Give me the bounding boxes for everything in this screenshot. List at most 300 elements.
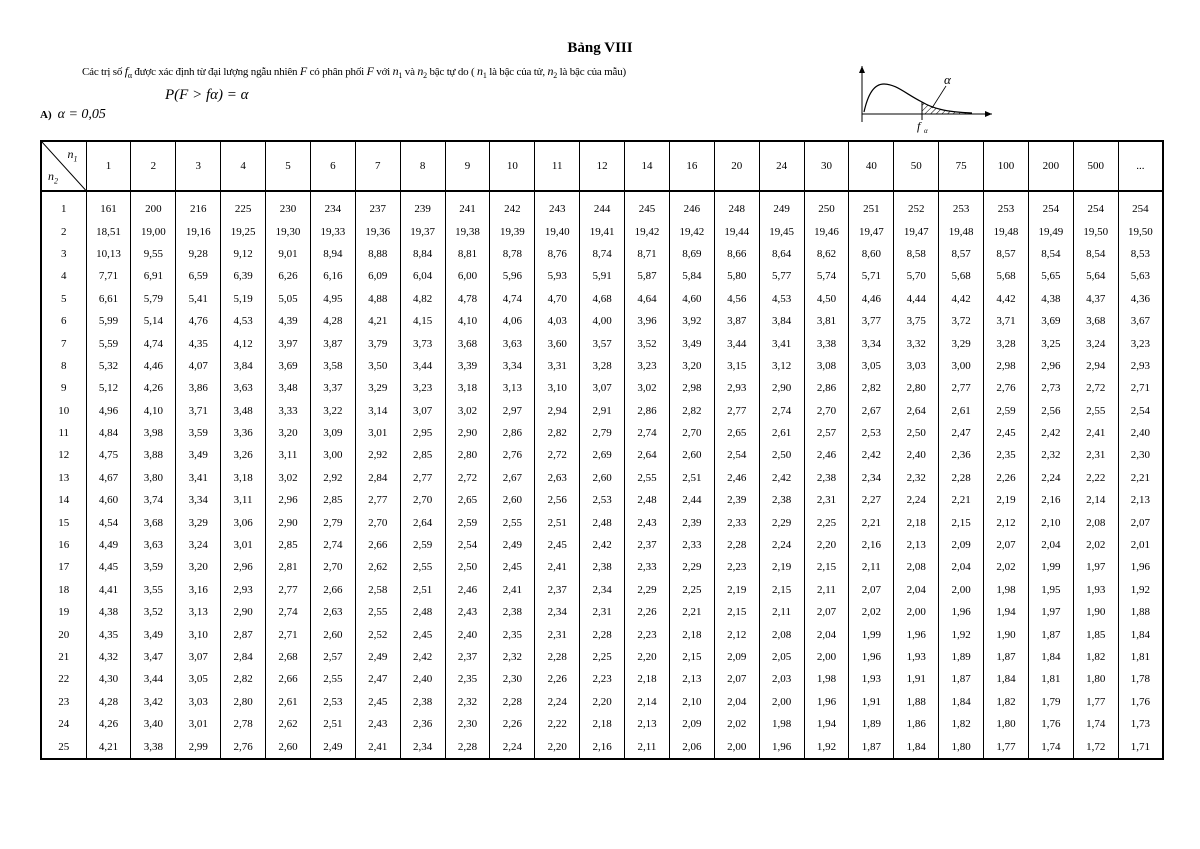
table-cell: 1,93 [894,646,939,668]
table-cell: 2,02 [984,556,1029,578]
table-cell: 3,06 [221,511,266,533]
table-cell: 3,48 [221,400,266,422]
table-cell: 3,55 [131,579,176,601]
table-cell: 3,52 [625,332,670,354]
table-cell: 3,22 [310,400,355,422]
table-cell: 1,89 [939,646,984,668]
table-cell: 3,20 [176,556,221,578]
table-cell: 8,71 [625,243,670,265]
table-cell: 216 [176,191,221,220]
table-cell: 2,95 [400,422,445,444]
table-cell: 2,72 [1073,377,1118,399]
table-cell: 2,07 [714,668,759,690]
table-cell: 3,92 [669,310,714,332]
table-cell: 1,90 [984,623,1029,645]
table-cell: 2,03 [759,668,804,690]
table-cell: 2,74 [310,534,355,556]
table-cell: 2,94 [1073,355,1118,377]
table-cell: 1,80 [1073,668,1118,690]
table-cell: 2,50 [894,422,939,444]
table-cell: 1,73 [1118,713,1163,735]
table-row [41,243,1163,265]
table-cell: 1,92 [804,735,849,758]
table-cell: 6,26 [266,265,311,287]
table-cell: 2,84 [221,646,266,668]
table-cell: 4,88 [355,288,400,310]
table-cell: 1,84 [894,735,939,758]
row-header: 11 [41,422,86,444]
table-cell: 19,42 [669,220,714,242]
column-header: 12 [580,141,625,191]
table-cell: 4,50 [804,288,849,310]
table-cell: 3,02 [445,400,490,422]
table-cell: 1,98 [984,579,1029,601]
alpha-subscript: α [127,71,132,81]
table-cell: 2,34 [535,601,580,623]
table-cell: 3,97 [266,332,311,354]
table-cell: 4,49 [86,534,131,556]
table-cell: 3,40 [131,713,176,735]
table-cell: 2,55 [1073,400,1118,422]
table-cell: 3,86 [176,377,221,399]
row-header: 9 [41,377,86,399]
table-cell: 3,34 [849,332,894,354]
table-cell: 2,43 [355,713,400,735]
table-cell: 2,41 [535,556,580,578]
table-cell: 2,56 [535,489,580,511]
table-cell: 2,51 [535,511,580,533]
table-cell: 3,84 [221,355,266,377]
table-cell: 3,23 [400,377,445,399]
alpha-label: α [944,72,951,87]
table-cell: 8,53 [1118,243,1163,265]
table-cell: 4,68 [580,288,625,310]
table-cell: 3,41 [759,332,804,354]
table-cell: 244 [580,191,625,220]
table-row [41,579,1163,601]
table-cell: 2,18 [625,668,670,690]
table-cell: 5,68 [939,265,984,287]
table-cell: 2,52 [355,623,400,645]
table-cell: 2,90 [221,601,266,623]
row-header: 10 [41,400,86,422]
row-header: 19 [41,601,86,623]
table-cell: 3,28 [984,332,1029,354]
table-cell: 4,15 [400,310,445,332]
table-cell: 1,87 [939,668,984,690]
table-cell: 4,44 [894,288,939,310]
table-cell: 3,69 [1028,310,1073,332]
table-cell: 19,45 [759,220,804,242]
table-cell: 1,74 [1028,735,1073,758]
x-axis-arrow [985,111,992,117]
n1-label [68,147,78,163]
table-cell: 1,96 [894,623,939,645]
table-cell: 3,44 [714,332,759,354]
table-cell: 19,30 [266,220,311,242]
table-cell: 2,44 [669,489,714,511]
table-cell: 4,53 [221,310,266,332]
table-cell: 2,53 [580,489,625,511]
table-cell: 4,53 [759,288,804,310]
table-cell: 1,80 [939,735,984,758]
table-cell: 200 [131,191,176,220]
table-cell: 3,05 [849,355,894,377]
table-cell: 2,22 [535,713,580,735]
section-label: A) [40,109,52,121]
table-cell: 2,14 [625,691,670,713]
table-cell: 5,65 [1028,265,1073,287]
table-cell: 2,18 [669,623,714,645]
table-cell: 2,43 [625,511,670,533]
table-cell: 19,25 [221,220,266,242]
F-symbol: F [299,64,308,78]
table-cell: 2,54 [1118,400,1163,422]
table-cell: 1,77 [984,735,1029,758]
table-cell: 3,49 [176,444,221,466]
table-cell: 2,02 [849,601,894,623]
table-cell: 8,78 [490,243,535,265]
table-cell: 1,96 [804,691,849,713]
table-cell: 2,33 [669,534,714,556]
table-cell: 2,00 [759,691,804,713]
table-cell: 2,40 [400,668,445,690]
table-cell: 5,41 [176,288,221,310]
table-cell: 2,38 [580,556,625,578]
desc-text: là bậc của tử, [486,66,548,78]
column-header: 50 [894,141,939,191]
table-cell: 8,66 [714,243,759,265]
table-cell: 4,60 [86,489,131,511]
table-cell: 2,76 [221,735,266,758]
table-cell: 3,20 [266,422,311,444]
table-cell: 5,32 [86,355,131,377]
table-cell: 2,31 [535,623,580,645]
table-cell: 3,87 [714,310,759,332]
table-cell: 9,01 [266,243,311,265]
table-cell: 2,16 [849,534,894,556]
table-cell: 3,72 [939,310,984,332]
table-cell: 3,38 [131,735,176,758]
row-header: 3 [41,243,86,265]
table-cell: 2,96 [221,556,266,578]
table-cell: 3,07 [580,377,625,399]
table-cell: 4,21 [86,735,131,758]
table-cell: 4,26 [131,377,176,399]
table-cell: 2,15 [804,556,849,578]
table-cell: 3,29 [176,511,221,533]
n1-subscript: 1 [398,71,403,81]
table-cell: 2,61 [759,422,804,444]
table-cell: 2,78 [221,713,266,735]
row-header: 1 [41,191,86,220]
table-cell: 1,87 [984,646,1029,668]
table-cell: 4,60 [669,288,714,310]
table-cell: 5,84 [669,265,714,287]
table-cell: 8,94 [310,243,355,265]
table-cell: 1,93 [849,668,894,690]
table-cell: 2,09 [669,713,714,735]
table-cell: 2,23 [714,556,759,578]
table-cell: 3,87 [310,332,355,354]
table-cell: 2,55 [490,511,535,533]
table-title: Bảng VIII [567,40,633,56]
table-cell: 2,82 [221,668,266,690]
table-cell: 2,18 [894,511,939,533]
table-cell: 8,57 [939,243,984,265]
table-cell: 250 [804,191,849,220]
table-cell: 248 [714,191,759,220]
table-cell: 5,14 [131,310,176,332]
table-cell: 5,79 [131,288,176,310]
table-cell: 2,70 [355,511,400,533]
table-cell: 2,41 [490,579,535,601]
row-header: 21 [41,646,86,668]
table-cell: 6,61 [86,288,131,310]
table-cell: 3,29 [355,377,400,399]
column-header: 4 [221,141,266,191]
table-cell: 4,96 [86,400,131,422]
table-cell: 3,37 [310,377,355,399]
table-cell: 2,21 [939,489,984,511]
table-cell: 2,50 [445,556,490,578]
n2-subscript: 2 [553,71,558,81]
table-cell: 1,88 [1118,601,1163,623]
table-cell: 254 [1073,191,1118,220]
table-cell: 2,53 [849,422,894,444]
table-cell: 2,25 [804,511,849,533]
table-cell: 2,23 [625,623,670,645]
table-cell: 1,96 [1118,556,1163,578]
table-cell: 3,10 [535,377,580,399]
table-row [41,646,1163,668]
table-cell: 2,32 [490,646,535,668]
table-cell: 3,48 [266,377,311,399]
table-cell: 2,68 [266,646,311,668]
table-cell: 19,47 [894,220,939,242]
table-cell: 2,47 [939,422,984,444]
table-cell: 2,63 [310,601,355,623]
row-header: 14 [41,489,86,511]
table-cell: 3,39 [445,355,490,377]
column-header: 1 [86,141,131,191]
table-cell: 2,26 [625,601,670,623]
table-cell: 2,91 [580,400,625,422]
f-distribution-diagram [850,64,998,138]
table-cell: 249 [759,191,804,220]
row-header: 12 [41,444,86,466]
table-cell: 5,71 [849,265,894,287]
table-cell: 2,04 [894,579,939,601]
table-cell: 234 [310,191,355,220]
table-cell: 2,48 [400,601,445,623]
table-cell: 2,64 [400,511,445,533]
table-cell: 3,77 [849,310,894,332]
table-cell: 3,13 [490,377,535,399]
alpha-value: α = 0,05 [57,107,106,122]
row-header: 6 [41,310,86,332]
table-cell: 1,85 [1073,623,1118,645]
table-cell: 1,81 [1028,668,1073,690]
table-cell: 2,07 [1118,511,1163,533]
table-cell: 4,46 [131,355,176,377]
table-cell: 1,72 [1073,735,1118,758]
table-cell: 3,81 [804,310,849,332]
row-header: 18 [41,579,86,601]
table-cell: 239 [400,191,445,220]
table-cell: 2,77 [714,400,759,422]
table-cell: 4,70 [535,288,580,310]
table-cell: 2,45 [355,691,400,713]
y-axis-arrow [859,66,865,73]
table-cell: 3,18 [221,467,266,489]
table-cell: 4,84 [86,422,131,444]
table-cell: 2,92 [355,444,400,466]
table-cell: 1,94 [804,713,849,735]
table-cell: 2,80 [221,691,266,713]
table-cell: 4,30 [86,668,131,690]
table-cell: 2,60 [266,735,311,758]
table-cell: 3,34 [490,355,535,377]
column-header: 2 [131,141,176,191]
table-cell: 5,96 [490,265,535,287]
table-cell: 4,35 [176,332,221,354]
table-cell: 2,07 [984,534,1029,556]
table-cell: 6,91 [131,265,176,287]
table-row [41,355,1163,377]
table-cell: 8,54 [1073,243,1118,265]
row-header: 4 [41,265,86,287]
table-cell: 3,84 [759,310,804,332]
table-cell: 1,74 [1073,713,1118,735]
table-cell: 3,24 [176,534,221,556]
table-cell: 2,77 [400,467,445,489]
column-header: 40 [849,141,894,191]
table-cell: 5,93 [535,265,580,287]
table-cell: 2,93 [221,579,266,601]
table-cell: 3,09 [310,422,355,444]
table-cell: 1,77 [1073,691,1118,713]
n-symbol: n [547,64,554,78]
table-cell: 6,04 [400,265,445,287]
table-cell: 2,39 [669,511,714,533]
table-cell: 2,49 [310,735,355,758]
table-cell: 3,57 [580,332,625,354]
table-cell: 2,33 [625,556,670,578]
table-cell: 4,56 [714,288,759,310]
table-cell: 6,00 [445,265,490,287]
table-cell: 6,09 [355,265,400,287]
table-cell: 1,84 [939,691,984,713]
table-cell: 2,51 [400,579,445,601]
column-header: 100 [984,141,1029,191]
column-header: 6 [310,141,355,191]
table-cell: 2,42 [580,534,625,556]
table-cell: 3,47 [131,646,176,668]
table-cell: 5,87 [625,265,670,287]
table-cell: 3,14 [355,400,400,422]
table-cell: 2,76 [984,377,1029,399]
table-cell: 2,79 [310,511,355,533]
table-cell: 2,45 [535,534,580,556]
table-cell: 8,74 [580,243,625,265]
table-cell: 2,28 [714,534,759,556]
table-cell: 2,36 [939,444,984,466]
table-cell: 1,78 [1118,668,1163,690]
table-row [41,601,1163,623]
table-cell: 1,98 [759,713,804,735]
table-cell: 2,85 [400,444,445,466]
table-cell: 2,32 [445,691,490,713]
table-row [41,735,1163,758]
table-cell: 3,23 [625,355,670,377]
table-cell: 3,10 [176,623,221,645]
section-heading [40,107,106,123]
table-cell: 2,08 [894,556,939,578]
table-cell: 4,00 [580,310,625,332]
table-cell: 253 [984,191,1029,220]
table-cell: 19,37 [400,220,445,242]
table-cell: 2,14 [1073,489,1118,511]
table-cell: 2,49 [355,646,400,668]
table-cell: 2,41 [1073,422,1118,444]
table-row [41,534,1163,556]
table-cell: 2,42 [400,646,445,668]
table-cell: 3,11 [266,444,311,466]
table-cell: 4,32 [86,646,131,668]
table-cell: 2,74 [759,400,804,422]
table-cell: 1,97 [1028,601,1073,623]
table-cell: 4,67 [86,467,131,489]
table-cell: 4,28 [310,310,355,332]
table-cell: 2,86 [804,377,849,399]
row-header: 16 [41,534,86,556]
desc-text: bậc tự do ( [426,66,478,78]
table-cell: 2,60 [580,467,625,489]
table-cell: 9,28 [176,243,221,265]
table-cell: 2,70 [669,422,714,444]
table-cell: 5,68 [984,265,1029,287]
table-cell: 2,24 [535,691,580,713]
table-cell: 3,18 [445,377,490,399]
table-cell: 2,15 [939,511,984,533]
table-cell: 242 [490,191,535,220]
table-cell: 246 [669,191,714,220]
table-cell: 2,00 [714,735,759,758]
table-cell: 7,71 [86,265,131,287]
table-cell: 2,20 [535,735,580,758]
table-cell: 3,63 [490,332,535,354]
table-cell: 2,65 [714,422,759,444]
table-cell: 2,86 [625,400,670,422]
table-cell: 2,38 [804,467,849,489]
table-cell: 2,34 [580,579,625,601]
table-cell: 2,29 [759,511,804,533]
table-cell: 2,86 [490,422,535,444]
row-header: 15 [41,511,86,533]
n2-symbol: n [48,168,54,183]
table-cell: 1,88 [894,691,939,713]
table-row [41,332,1163,354]
table-cell: 2,74 [266,601,311,623]
table-cell: 4,10 [445,310,490,332]
table-cell: 2,40 [1118,422,1163,444]
corner-cell [41,141,86,191]
table-cell: 2,48 [625,489,670,511]
table-cell: 8,81 [445,243,490,265]
table-cell: 2,70 [400,489,445,511]
table-cell: 4,75 [86,444,131,466]
